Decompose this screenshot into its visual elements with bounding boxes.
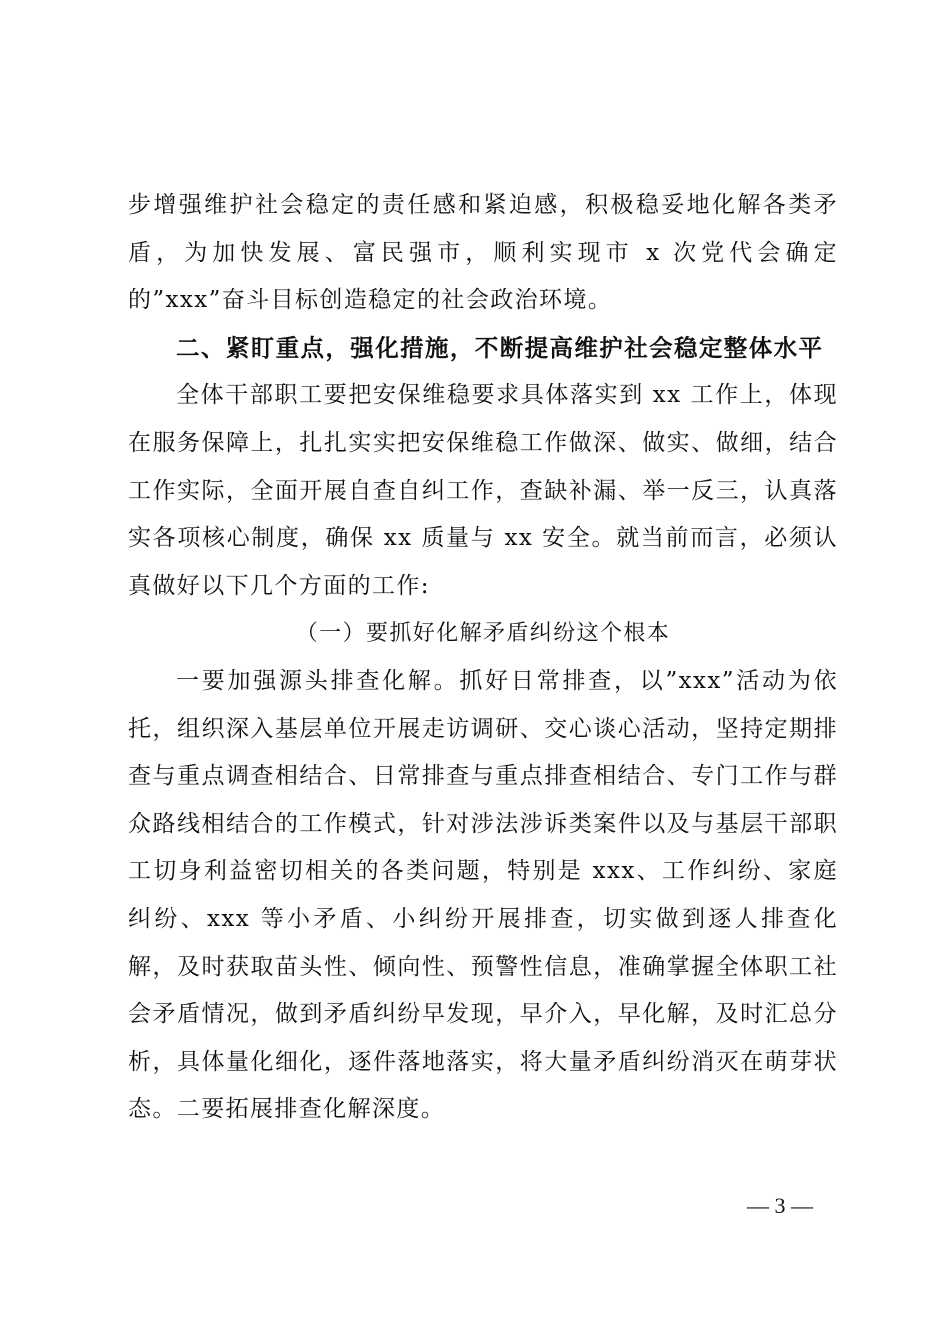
intro-paragraph: 全体干部职工要把安保维稳要求具体落实到 xx 工作上，体现在服务保障上，扎扎实实把安保维稳工作做深、做实、做细，结合工作实际，全面开展自查自纠工作，查缺补漏、举一反三，认真落实各项核心制度，确保 xx 质量与 xx 安全。就当前而言，必须认真做好以下几个方面的工作:	[128, 382, 838, 599]
page-number: — 3 —	[747, 1193, 813, 1218]
document-body	[128, 182, 838, 1134]
body-paragraph: 一要加强源头排查化解。抓好日常排查，以”xxx”活动为依托，组织深入基层单位开展走访调研、交心谈心活动，坚持定期排查与重点调查相结合、日常排查与重点排查相结合、专门工作与群众路线相结合的工作模式，针对涉法涉诉类案件以及与基层干部职工切身利益密切相关的各类问题，特别是 xxx、工作纠纷、家庭纠纷、xxx 等小矛盾、小纠纷开展排查，切实做到逐人排查化解，及时获取苗头性、倾向性、预警性信息，准确掌握全体职工社会矛盾情况，做到矛盾纠纷早发现，早介入，早化解，及时汇总分析，具体量化细化，逐件落地落实，将大量矛盾纠纷消灭在萌芽状态。二要拓展排查化解深度。	[128, 667, 838, 1123]
section-heading: 二、紧盯重点，强化措施，不断提高维护社会稳定整体水平	[176, 333, 824, 362]
subsection-heading: （一）要抓好化解矛盾纠纷这个根本	[295, 621, 671, 647]
continuation-paragraph: 步增强维护社会稳定的责任感和紧迫感，积极稳妥地化解各类矛盾，为加快发展、富民强市，顺利实现市 x 次党代会确定的”xxx”奋斗目标创造稳定的社会政治环境。	[128, 192, 838, 314]
